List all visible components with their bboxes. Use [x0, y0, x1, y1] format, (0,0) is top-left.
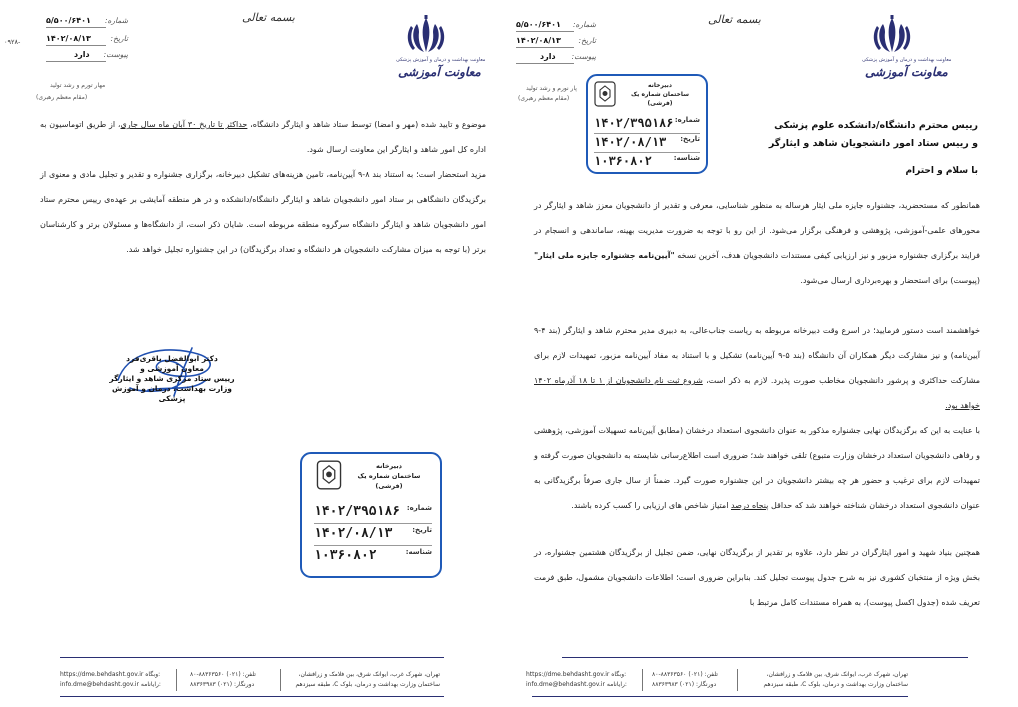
slogan-line2: (مقام معظم رهبری)	[518, 95, 570, 102]
recipient-line2: و رییس ستاد امور دانشجویان شاهد و ایثارگر	[768, 138, 978, 149]
stamp-number: شماره: ۱۴۰۲/۳۹۵۱۸۶	[594, 116, 700, 130]
footer-website-link[interactable]: https://dme.behdasht.gov.ir وبگاه:	[60, 671, 161, 678]
iran-emblem-icon	[403, 14, 449, 58]
org-subtitle: معاونت بهداشت و درمان و آموزش پزشکی	[396, 57, 486, 63]
letter-date: تاریخ: ۱۴۰۲/۰۸/۱۳	[46, 34, 128, 46]
paragraph-3: با عنایت به این که برگزیدگان نهایی جشنواره مذکور به عنوان دانشجوی استعداد درخشان (مطابق آیین‌نامه تسهیلات آموزشی، پژوهشی و رفاهی دانشجویان استعداد درخشان وزارت متبوع) تلقی خواهند شد؛ ضروری است اطلاع‌رسانی شایسته به دانشجویان صورت گرفته و تمهیدات لازم برای ترغیب و حضور هر چه بیشتر دانشجویان در این جشنواره صورت گیرد. ضمناً از سال جاری صرفاً برگزیدگانی به عنوان دانشجوی استعداد درخشان شناخته خواهند شد که حداقل پنجاه درصد امتیاز شاخص های ارزیابی را کسب کرده باشند.	[534, 426, 980, 510]
signature-block: دکتر ابوالفضل باقری‌فرد معاون آموزشی و رییس ستاد مرکزی شاهد و ایثارگر وزارت بهداشت، درمان و آموزش پزشکی	[109, 354, 235, 403]
stamp-logo-icon	[316, 460, 342, 494]
org-name: معاونت آموزشی	[398, 65, 481, 79]
footer-phone: تلفن: (۰۲۱) ۸۸۳۶۳۵۶۰-۸۰	[190, 671, 256, 678]
letter-footer: تهران، شهرک غرب، ایوانک شرق، بین فلامک و زرافشان، ساختمان وزارت بهداشت و درمان، بلوک C، طبقه سیزدهم تلفن: (۰۲۱) ۸۸۳۶۳۵۶۰-۸۰ دورنگار: (۰۲۱) ۸۸۳۶۳۹۸۳ https://dme.behdasht.gov.ir وبگاه: info.dme@behdasht.gov.ir رایانامه:	[0, 657, 504, 707]
stamp-date: تاریخ: ۱۴۰۲/۰۸/۱۳	[594, 135, 700, 149]
paragraph-2: خواهشمند است دستور فرمایید؛ در اسرع وقت دبیرخانه مربوطه به ریاست جناب‌عالی، به دبیری مدیر محترم شاهد و ایثارگر (بند ۴-۹ آیین‌نامه) و نیز مشارکت دیگر همکاران آن دانشگاه (بند ۵-۹ آیین‌نامه) تشکیل و با استناد به مفاد آیین‌نامه مزبور، تمهیدات لازم برای مشارکت حداکثری و پرشور دانشجویان مخاطب صورت پذیرد. لازم به ذکر است، شروع ثبت نام دانشجویان از ۱ تا ۱۸ آذرماه ۱۴۰۲ خواهد بود.	[534, 326, 981, 410]
footer-website-link[interactable]: https://dme.behdasht.gov.ir وبگاه:	[526, 671, 627, 678]
iran-emblem-icon	[869, 14, 915, 58]
stamp-date: تاریخ: ۱۴۰۲/۰۸/۱۳	[314, 526, 432, 541]
paragraph-4: همچنین بنیاد شهید و امور ایثارگران در نظر دارد، علاوه بر تقدیر از برگزیدگان نهایی، ضمن تجلیل از برگزیدگان هشتمین جشنواره، در بخش ویژه از منتخبان کشوری نیز به شرح جدول پیوست تجلیل کند. بنابراین ضروری است؛ اطلاعات دانشجویان مشمول، طبق فرمت تعریف شده (جدول اکسل پیوست)، به همراه مستندات کامل مرتبط با	[534, 548, 980, 607]
letter-number: شماره: ۵/۵۰۰/۶۴۰۱	[516, 20, 596, 32]
letter-number: شماره: ۵/۵۰۰/۶۴۰۱	[46, 16, 128, 28]
letter-page-1	[512, 0, 1018, 707]
stamp-id: شناسه: ۱۰۳۶۰۸۰۲	[314, 548, 432, 563]
org-subtitle: معاونت بهداشت و درمان و آموزش پزشکی	[862, 57, 952, 63]
letter-attachment: پیوست: دارد	[516, 52, 596, 64]
stamp-number: شماره: ۱۴۰۲/۳۹۵۱۸۶	[314, 504, 432, 519]
slogan-line1: مهار تورم و رشد تولید	[50, 82, 106, 89]
letter-page-2	[0, 0, 504, 707]
stamp-logo-icon	[594, 81, 616, 111]
slogan-line1: پار نورم و رشد تولید	[526, 85, 577, 92]
footer-email-link[interactable]: info.dme@behdasht.gov.ir رایانامه:	[60, 681, 161, 688]
margin-mark: ۰۹۲۸-	[4, 38, 21, 46]
paragraph-1: همانطور که مستحضرید، جشنواره جایزه ملی ایثار هرساله به منظور شناسایی، معرفی و تقدیر از دانشجویان معزز شاهد و ایثارگر در محورهای علمی-آموزشی، پژوهشی و فرهنگی برگزار می‌شود. از این رو با توجه به ضرورت مدیریت بهینه، ساماندهی و انسجام در فرایند برگزاری جشنواره مزبور و نیز ارزیابی کیفی مستندات دانشجویان هدف، آخرین نسخه "آیین‌نامه جشنواره جایزه ملی ایثار" (پیوست) برای استحضار و بهره‌برداری ارسال می‌شود.	[534, 201, 980, 285]
letter-date: تاریخ: ۱۴۰۲/۰۸/۱۳	[516, 36, 596, 48]
registry-stamp: دبیرخانه ساختمان شماره یک (فرشی) شماره: ۱۴۰۲/۳۹۵۱۸۶ تاریخ: ۱۴۰۲/۰۸/۱۳ شناسه: ۱۰۳۶۰۸۰۲	[586, 74, 708, 174]
letter-attachment: پیوست: دارد	[46, 50, 128, 62]
slogan-line2: (مقام معظم رهبری)	[36, 94, 88, 101]
recipient-line1: رییس محترم دانشگاه/دانشکده علوم پزشکی	[774, 120, 978, 131]
footer-phone: تلفن: (۰۲۱) ۸۸۳۶۳۵۶۰-۸۰	[652, 671, 718, 678]
paragraph-2: مزید استحضار است؛ به استناد بند ۸-۹ آیین‌نامه، تامین هزینه‌های تشکیل دبیرخانه، برگزاری جشنواره و تقدیر و تجلیل مادی و معنوی از برگزیدگان دانشگاهی بر ستاد امور دانشجویان شاهد و ایثارگر دانشگاه/دانشکده و در هر منطقه آمایشی بر عهده‌ی رییس محترم ستاد امور دانشجویان شاهد و ایثارگر دانشگاه سرگروه منطقه مربوطه است. شایان ذکر است، از دانشگاه‌ها و مسئولان برتر و کارشناسان برتر (با توجه به میزان مشارکت دانشجویان هر دانشگاه و تعداد برگزیدگان) در این جشنواره تجلیل خواهد شد.	[40, 170, 486, 254]
basmala: بسمه تعالی	[708, 13, 761, 26]
footer-email-link[interactable]: info.dme@behdasht.gov.ir رایانامه:	[526, 681, 627, 688]
stamp-id: شناسه: ۱۰۳۶۰۸۰۲	[594, 154, 700, 168]
basmala: بسمه تعالی	[242, 11, 295, 24]
paragraph-1: موضوع و تایید شده (مهر و امضا) توسط ستاد شاهد و ایثارگر دانشگاه، حداکثر تا تاریخ ۳۰ آبان ماه سال جاری، از طریق اتوماسیون به اداره کل امور شاهد و ایثارگر این معاونت ارسال شود.	[40, 120, 487, 154]
footer-fax: دورنگار: (۰۲۱) ۸۸۳۶۳۹۸۳	[652, 681, 717, 688]
footer-fax: دورنگار: (۰۲۱) ۸۸۳۶۳۹۸۳	[190, 681, 255, 688]
registry-stamp: دبیرخانه ساختمان شماره یک (فرشی) شماره: ۱۴۰۲/۳۹۵۱۸۶ تاریخ: ۱۴۰۲/۰۸/۱۳ شناسه: ۱۰۳۶۰۸۰۲	[300, 452, 442, 578]
greeting: با سلام و احترام	[905, 166, 978, 176]
org-name: معاونت آموزشی	[865, 65, 948, 79]
letter-footer: تهران، شهرک غرب، ایوانک شرق، بین فلامک و زرافشان، ساختمان وزارت بهداشت و درمان، بلوک C، طبقه سیزدهم تلفن: (۰۲۱) ۸۸۳۶۳۵۶۰-۸۰ دورنگار: (۰۲۱) ۸۸۳۶۳۹۸۳ https://dme.behdasht.gov.ir وبگاه: info.dme@behdasht.gov.ir رایانامه:	[512, 657, 1018, 707]
